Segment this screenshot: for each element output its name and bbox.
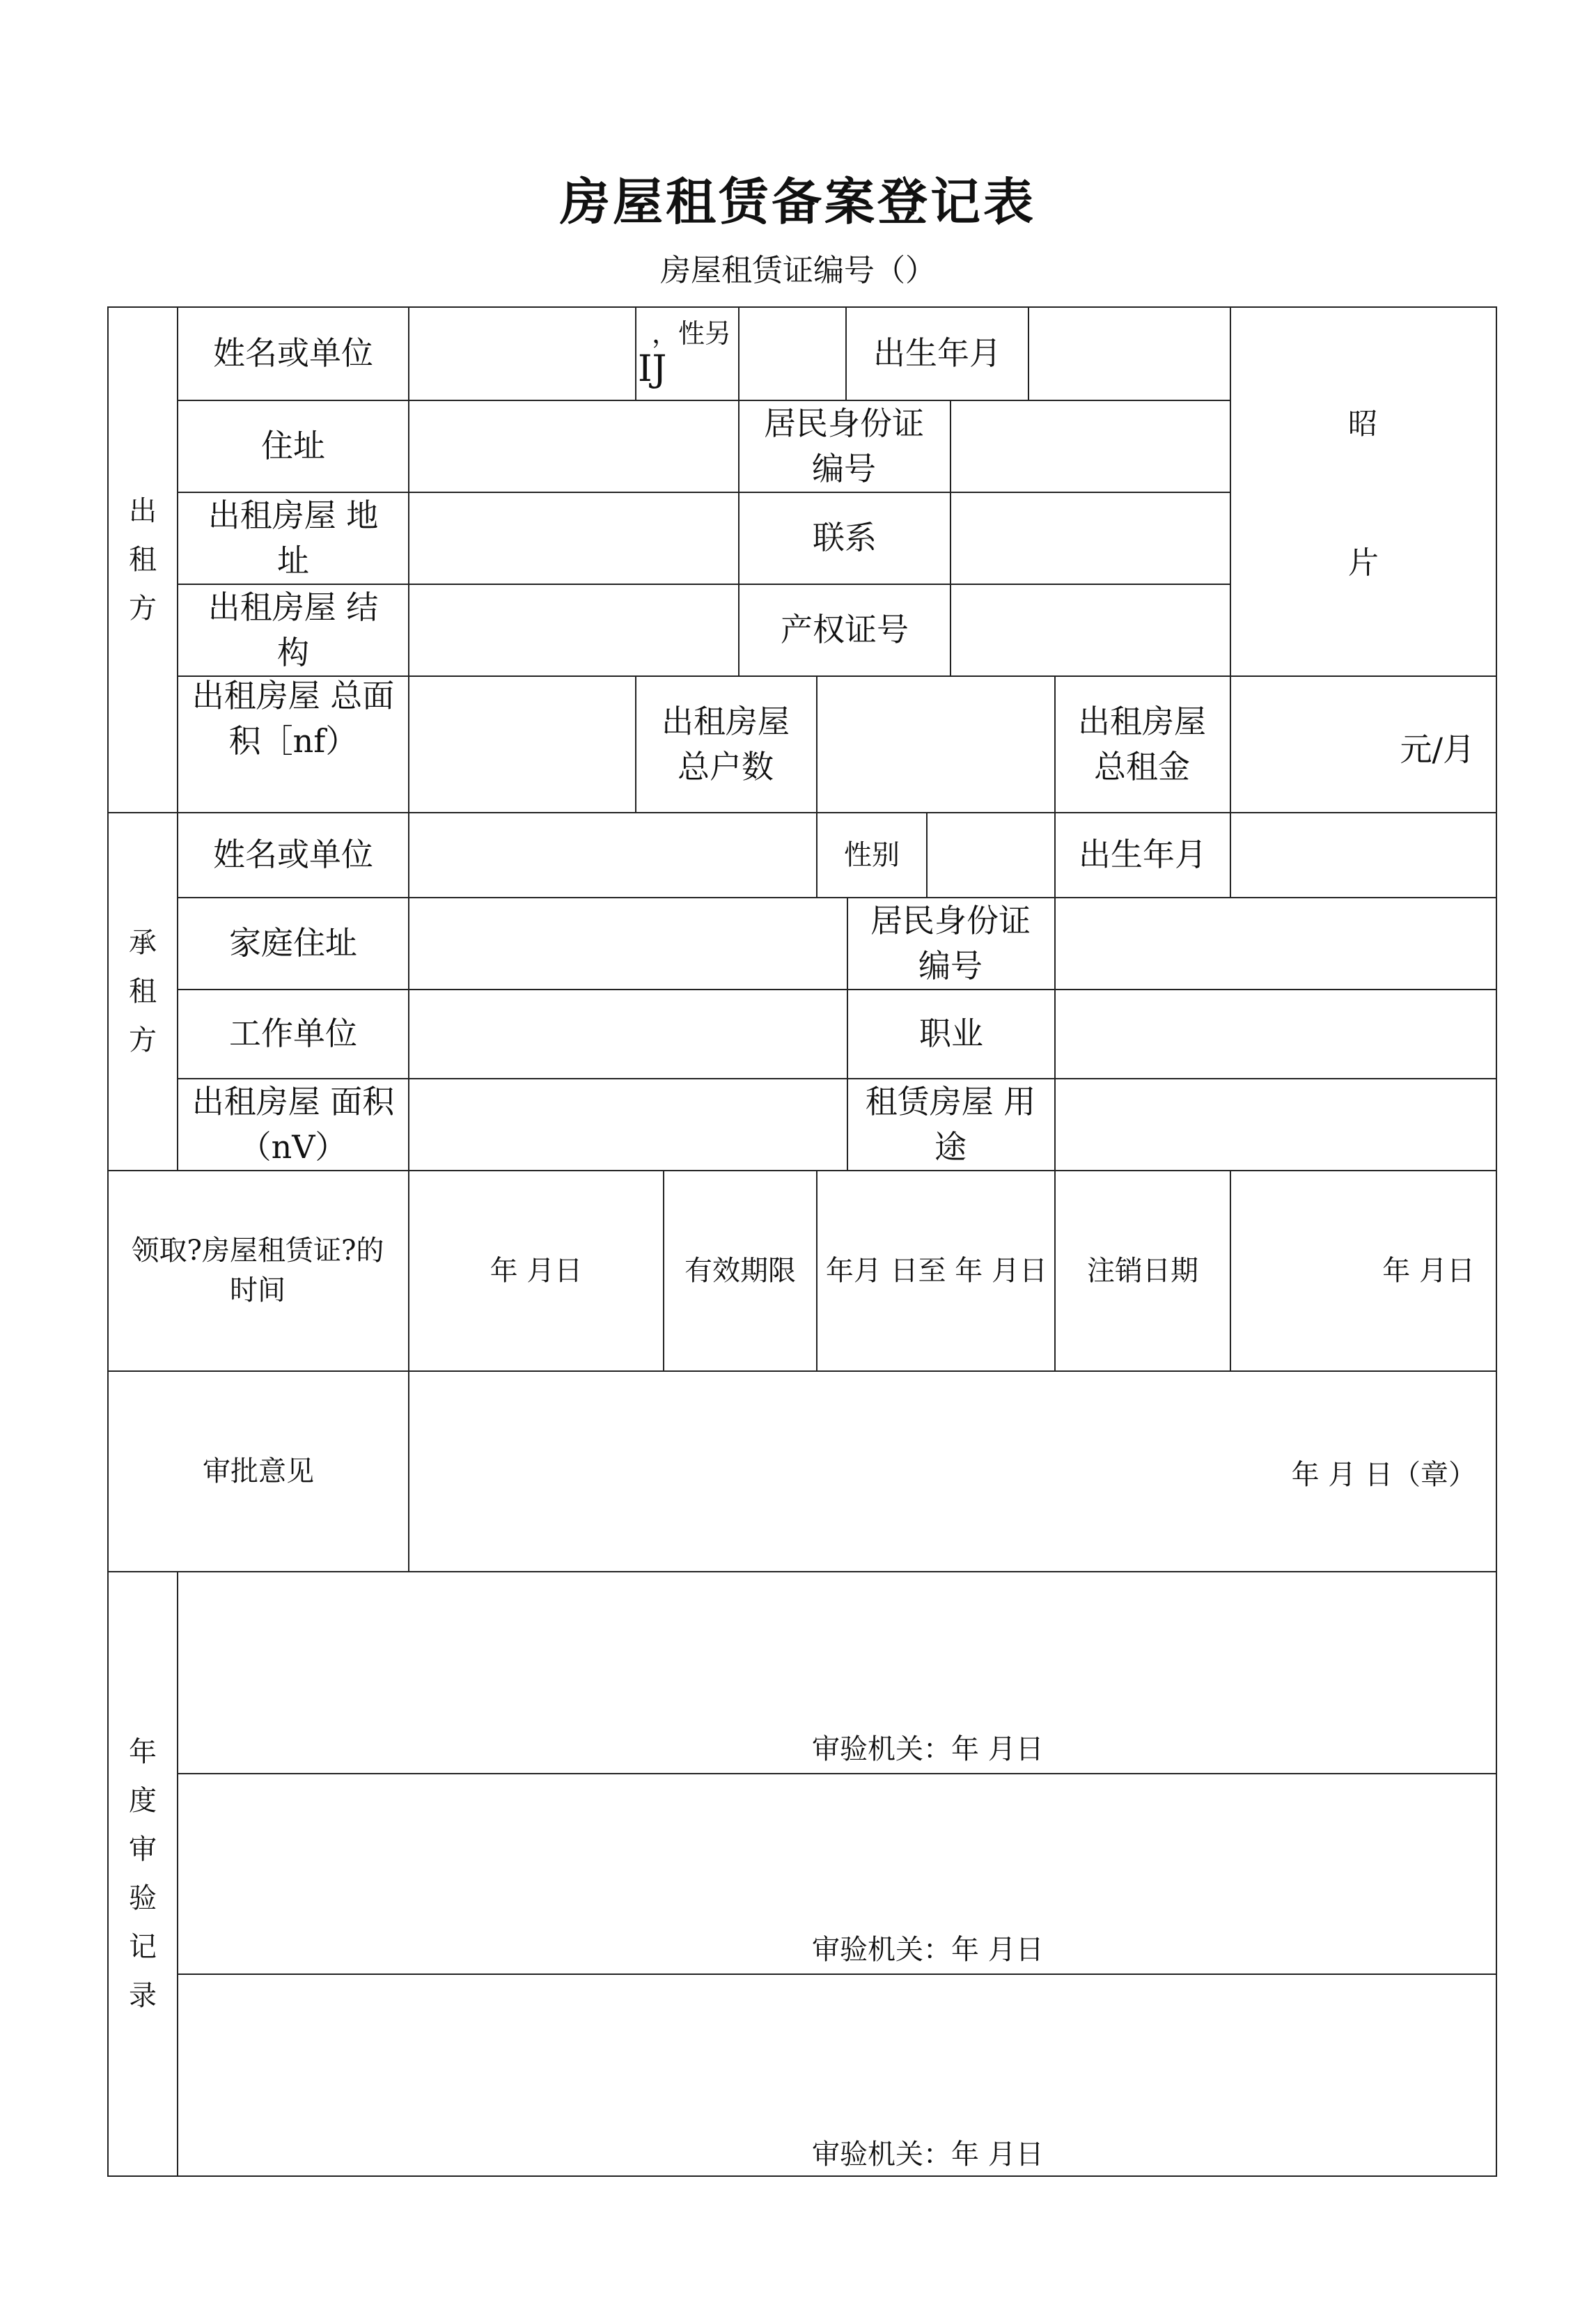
house-total-rent-field[interactable]: [1231, 677, 1496, 812]
tenant-name-field[interactable]: [409, 813, 816, 897]
tenant-birth-label: 出生年月: [1079, 836, 1207, 874]
landlord-gender-field[interactable]: [740, 308, 845, 400]
tenant-id-label: 居民身份证编号: [870, 901, 1031, 985]
approval-field[interactable]: [409, 1372, 1496, 1571]
house-structure-field[interactable]: [409, 585, 738, 675]
landlord-gender-mark: IJ: [638, 348, 667, 390]
house-address-label: 出租房屋 地址: [208, 496, 379, 579]
annual-review-authority-date: 审验机关：年 月日: [812, 1934, 1044, 1966]
landlord-address-field[interactable]: [409, 401, 738, 492]
tenant-occupation-label: 职业: [919, 1015, 983, 1053]
tenant-name-label: 姓名或单位: [213, 836, 373, 874]
tenant-work-unit-field[interactable]: [409, 990, 847, 1078]
landlord-birth-label: 出生年月: [873, 334, 1001, 373]
landlord-section-label: 出 租 方: [129, 495, 157, 625]
approval-label: 审批意见: [203, 1455, 314, 1487]
annual-review-row[interactable]: [178, 1975, 1496, 2175]
tenant-id-field[interactable]: [1056, 898, 1496, 989]
house-address-field[interactable]: [409, 493, 738, 584]
tenant-usage-field[interactable]: [1056, 1079, 1496, 1170]
annual-review-row[interactable]: [178, 1572, 1496, 1773]
landlord-contact-field[interactable]: [951, 493, 1230, 584]
house-total-area-label: 出租房屋 总面积［nf）: [191, 676, 395, 760]
photo-label-top: 昭: [1348, 407, 1378, 441]
tenant-birth-field[interactable]: [1231, 813, 1496, 897]
landlord-name-label: 姓名或单位: [213, 334, 373, 373]
certificate-receive-label: 领取?房屋租赁证?的时间: [131, 1235, 384, 1306]
house-households-field[interactable]: [817, 677, 1054, 812]
tenant-home-address-label: 家庭住址: [229, 924, 357, 962]
tenant-usage-label: 租赁房屋 用途: [865, 1082, 1036, 1166]
tenant-section-label: 承 租 方: [129, 927, 157, 1056]
certificate-number-line: 房屋租赁证编号（）: [660, 253, 936, 288]
annual-review-authority-date: 审验机关：年 月日: [812, 1733, 1044, 1765]
landlord-name-field[interactable]: [409, 308, 635, 400]
landlord-birth-field[interactable]: [1029, 308, 1230, 400]
annual-review-row[interactable]: [178, 1774, 1496, 1973]
rent-unit: 元/月: [1400, 730, 1475, 768]
landlord-gender-label-cell: [636, 308, 738, 400]
tenant-area-label: 出租房屋 面积（nV）: [191, 1082, 395, 1166]
validity-label: 有效期限: [684, 1254, 796, 1287]
house-total-area-field[interactable]: [409, 677, 635, 812]
tenant-area-field[interactable]: [409, 1079, 847, 1170]
photo-label-bottom: 片: [1348, 545, 1379, 581]
property-cert-label: 产权证号: [781, 611, 909, 649]
landlord-address-label: 住址: [261, 427, 325, 465]
cancel-date-value[interactable]: 年 月日: [1382, 1254, 1475, 1287]
landlord-id-field[interactable]: [951, 401, 1230, 492]
validity-range[interactable]: 年月 日至 年 月日: [825, 1255, 1047, 1287]
tenant-occupation-field[interactable]: [1056, 990, 1496, 1078]
house-total-rent-label: 出租房屋总租金: [1078, 702, 1206, 785]
house-households-label: 出租房屋总户数: [662, 702, 790, 785]
tenant-gender-label: 性别: [844, 838, 900, 871]
tenant-home-address-field[interactable]: [409, 898, 847, 989]
approval-date-seal: 年 月 日（章）: [1291, 1459, 1476, 1491]
photo-area[interactable]: [1231, 308, 1496, 675]
form-title: 房屋租赁备案登记表: [559, 172, 1036, 231]
annual-review-section-label: 年 度 审 验 记 录: [129, 1736, 157, 2012]
certificate-receive-date[interactable]: 年 月日: [490, 1254, 583, 1287]
cancel-date-label: 注销日期: [1087, 1254, 1198, 1287]
tenant-work-unit-label: 工作单位: [229, 1015, 357, 1053]
annual-review-authority-date: 审验机关：年 月日: [812, 2139, 1044, 2171]
property-cert-field[interactable]: [951, 585, 1230, 675]
landlord-id-label: 居民身份证编号: [764, 404, 924, 487]
tenant-gender-field[interactable]: [928, 813, 1054, 897]
house-structure-label: 出租房屋 结构: [208, 588, 379, 671]
landlord-contact-label: 联系: [813, 519, 877, 557]
landlord-gender-label: ，性另: [652, 318, 732, 349]
